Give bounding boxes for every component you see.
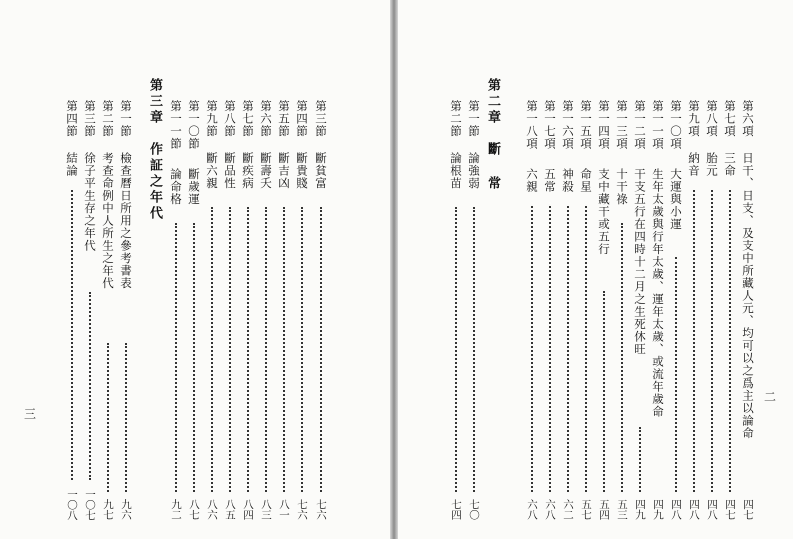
toc-entry-title: 斷品性 bbox=[223, 152, 237, 190]
toc-entry-page: 八四 bbox=[242, 499, 254, 520]
toc-entry[interactable] bbox=[650, 100, 666, 520]
toc-entry-label: 第八項 bbox=[705, 100, 719, 138]
toc-entry-page: 八六 bbox=[206, 499, 218, 520]
toc-entry-title: 斷歲運 bbox=[187, 168, 201, 206]
toc-entry-title: 干支五行在四時十二月之生死休旺 bbox=[633, 168, 647, 356]
toc-entry[interactable] bbox=[222, 100, 238, 520]
dot-leader bbox=[675, 257, 677, 492]
right-page-number: 二 bbox=[764, 390, 777, 404]
toc-entry-label: 第四節 bbox=[295, 100, 309, 138]
toc-entry[interactable] bbox=[524, 100, 540, 520]
toc-entry-label: 第九項 bbox=[687, 100, 701, 138]
book-gutter bbox=[390, 0, 398, 539]
toc-entry-title: 胎元 bbox=[705, 152, 719, 177]
toc-entry[interactable] bbox=[64, 100, 80, 520]
toc-entry-title: 斷吉凶 bbox=[277, 152, 291, 190]
dot-leader bbox=[229, 207, 231, 492]
toc-entry-label: 第一節 bbox=[467, 100, 481, 138]
dot-leader bbox=[531, 206, 533, 492]
toc-entry-page: 八一 bbox=[278, 499, 290, 520]
toc-entry-label: 第一五項 bbox=[579, 100, 593, 150]
toc-entry-page: 八三 bbox=[260, 499, 272, 520]
toc-entry-title: 三命 bbox=[723, 152, 737, 177]
toc-entry[interactable] bbox=[204, 100, 220, 520]
dot-leader bbox=[729, 190, 731, 492]
toc-entry[interactable] bbox=[448, 100, 464, 520]
toc-entry-label: 第七項 bbox=[723, 100, 737, 138]
toc-entry-title: 支中藏干或五行 bbox=[597, 168, 611, 256]
dot-leader bbox=[107, 343, 109, 492]
toc-entry-page: 四八 bbox=[688, 499, 700, 520]
toc-entry-label: 第三節 bbox=[314, 100, 328, 138]
toc-entry[interactable] bbox=[240, 100, 256, 520]
toc-entry[interactable] bbox=[578, 100, 594, 520]
toc-entry[interactable] bbox=[258, 100, 274, 520]
toc-entry-page: 四八 bbox=[670, 499, 682, 520]
toc-entry-label: 第一七項 bbox=[543, 100, 557, 150]
toc-entry-page: 四七 bbox=[742, 499, 754, 520]
toc-entry-page: 七六 bbox=[296, 499, 308, 520]
toc-entry-title: 十干祿 bbox=[615, 168, 629, 206]
toc-entry-title: 論命格 bbox=[169, 168, 183, 206]
toc-entry[interactable] bbox=[704, 100, 720, 520]
toc-entry-page: 四七 bbox=[724, 499, 736, 520]
dot-leader bbox=[175, 223, 177, 492]
toc-entry-page: 四九 bbox=[652, 499, 664, 520]
toc-entry-label: 第五節 bbox=[277, 100, 291, 138]
toc-entry[interactable] bbox=[186, 100, 202, 520]
toc-entry-title: 斷六親 bbox=[205, 152, 219, 190]
toc-entry-page: 九六 bbox=[120, 499, 132, 520]
toc-entry-label: 第九節 bbox=[205, 100, 219, 138]
dot-leader bbox=[193, 223, 195, 492]
toc-entry-page: 七四 bbox=[450, 499, 462, 520]
dot-leader bbox=[693, 190, 695, 492]
toc-entry-title: 六親 bbox=[525, 168, 539, 193]
chapter-heading bbox=[484, 78, 500, 498]
toc-entry-page: 九二 bbox=[170, 499, 182, 520]
toc-entry[interactable] bbox=[313, 100, 329, 520]
dot-leader bbox=[621, 223, 623, 492]
toc-entry-page: 九七 bbox=[102, 499, 114, 520]
toc-entry-label: 第一〇項 bbox=[669, 100, 683, 150]
toc-entry-page: 八七 bbox=[188, 499, 200, 520]
toc-entry[interactable] bbox=[118, 100, 134, 520]
dot-leader bbox=[603, 291, 605, 492]
toc-entry-label: 第一〇節 bbox=[187, 100, 201, 150]
toc-entry-label: 第一六項 bbox=[561, 100, 575, 150]
toc-entry-page: 四九 bbox=[634, 499, 646, 520]
toc-entry-label: 第一二項 bbox=[633, 100, 647, 150]
dot-leader bbox=[211, 207, 213, 492]
toc-entry[interactable] bbox=[542, 100, 558, 520]
toc-entry-label: 第三節 bbox=[83, 100, 97, 138]
toc-entry-title: 論根苗 bbox=[449, 152, 463, 190]
toc-entry-page: 五三 bbox=[616, 499, 628, 520]
left-page-number: 三 bbox=[24, 407, 37, 421]
dot-leader bbox=[89, 292, 91, 480]
dot-leader bbox=[455, 207, 457, 492]
toc-entry-title: 斷貴賤 bbox=[295, 152, 309, 190]
toc-entry[interactable] bbox=[168, 100, 184, 520]
toc-entry-title: 五常 bbox=[543, 168, 557, 193]
chapter-heading bbox=[146, 78, 162, 498]
toc-entry[interactable] bbox=[668, 100, 684, 520]
chapter-heading-text: 第二章 斷 常 bbox=[485, 78, 500, 192]
toc-entry-label: 第一八項 bbox=[525, 100, 539, 150]
toc-entry-title: 斷疾病 bbox=[241, 152, 255, 190]
toc-entry-title: 斷貧富 bbox=[314, 152, 328, 190]
toc-entry[interactable] bbox=[722, 100, 738, 520]
toc-entry-page: 六八 bbox=[544, 499, 556, 520]
toc-entry-title: 命星 bbox=[579, 168, 593, 193]
toc-entry-title: 徐子平生存之年代 bbox=[83, 152, 97, 252]
toc-entry-title: 神殺 bbox=[561, 168, 575, 193]
toc-entry-label: 第一節 bbox=[119, 100, 133, 138]
dot-leader bbox=[549, 206, 551, 492]
toc-entry-page: 七六 bbox=[315, 499, 327, 520]
toc-entry-title: 納音 bbox=[687, 152, 701, 177]
toc-entry-title: 斷壽夭 bbox=[259, 152, 273, 190]
dot-leader bbox=[585, 206, 587, 492]
toc-entry[interactable] bbox=[560, 100, 576, 520]
toc-entry-title: 論強弱 bbox=[467, 152, 481, 190]
toc-entry-label: 第一一節 bbox=[169, 100, 183, 150]
dot-leader bbox=[125, 343, 127, 492]
toc-entry[interactable] bbox=[294, 100, 310, 520]
toc-entry[interactable] bbox=[686, 100, 702, 520]
toc-entry-title: 日干、日支、及支中所藏人元、均可以之爲主以論命 bbox=[741, 152, 755, 440]
dot-leader bbox=[247, 207, 249, 492]
toc-entry[interactable] bbox=[276, 100, 292, 520]
dot-leader bbox=[283, 207, 285, 492]
dot-leader bbox=[639, 427, 641, 492]
toc-entry-label: 第一三項 bbox=[615, 100, 629, 150]
toc-entry-title: 生年太歲與行年太歲、運年太歲、或流年歲命 bbox=[651, 168, 665, 418]
toc-entry-page: 一〇八 bbox=[66, 488, 78, 520]
toc-entry-label: 第六節 bbox=[259, 100, 273, 138]
dot-leader bbox=[265, 207, 267, 492]
toc-entry[interactable] bbox=[632, 100, 648, 520]
toc-entry-page: 六二 bbox=[562, 499, 574, 520]
toc-entry-label: 第一一項 bbox=[651, 100, 665, 150]
toc-entry-title: 考查命例中人所生之年代 bbox=[101, 152, 115, 290]
toc-entry[interactable] bbox=[596, 100, 612, 520]
toc-entry-title: 檢查曆日所用之參考書表 bbox=[119, 152, 133, 290]
toc-entry-label: 第二節 bbox=[449, 100, 463, 138]
toc-entry-page: 六八 bbox=[526, 499, 538, 520]
dot-leader bbox=[320, 207, 322, 492]
toc-entry-label: 第六項 bbox=[741, 100, 755, 138]
toc-entry[interactable] bbox=[100, 100, 116, 520]
toc-entry-label: 第二節 bbox=[101, 100, 115, 138]
toc-entry-label: 第一四項 bbox=[597, 100, 611, 150]
toc-entry[interactable] bbox=[740, 100, 756, 520]
toc-entry[interactable] bbox=[466, 100, 482, 520]
dot-leader bbox=[71, 190, 73, 480]
toc-entry-page: 七〇 bbox=[468, 499, 480, 520]
dot-leader bbox=[711, 190, 713, 492]
dot-leader bbox=[301, 207, 303, 492]
dot-leader bbox=[473, 207, 475, 492]
chapter-heading-text: 第三章 作証之年代 bbox=[147, 78, 162, 222]
toc-entry-title: 結論 bbox=[65, 152, 79, 177]
toc-entry[interactable] bbox=[82, 100, 98, 520]
toc-entry-label: 第四節 bbox=[65, 100, 79, 138]
toc-entry[interactable] bbox=[614, 100, 630, 520]
toc-entry-title: 大運與小運 bbox=[669, 168, 683, 231]
toc-entry-page: 一〇七 bbox=[84, 488, 96, 520]
toc-entry-label: 第七節 bbox=[241, 100, 255, 138]
toc-entry-label: 第八節 bbox=[223, 100, 237, 138]
dot-leader bbox=[567, 206, 569, 492]
toc-entry-page: 五四 bbox=[598, 499, 610, 520]
toc-entry-page: 八五 bbox=[224, 499, 236, 520]
toc-entry-page: 五七 bbox=[580, 499, 592, 520]
toc-entry-page: 四八 bbox=[706, 499, 718, 520]
